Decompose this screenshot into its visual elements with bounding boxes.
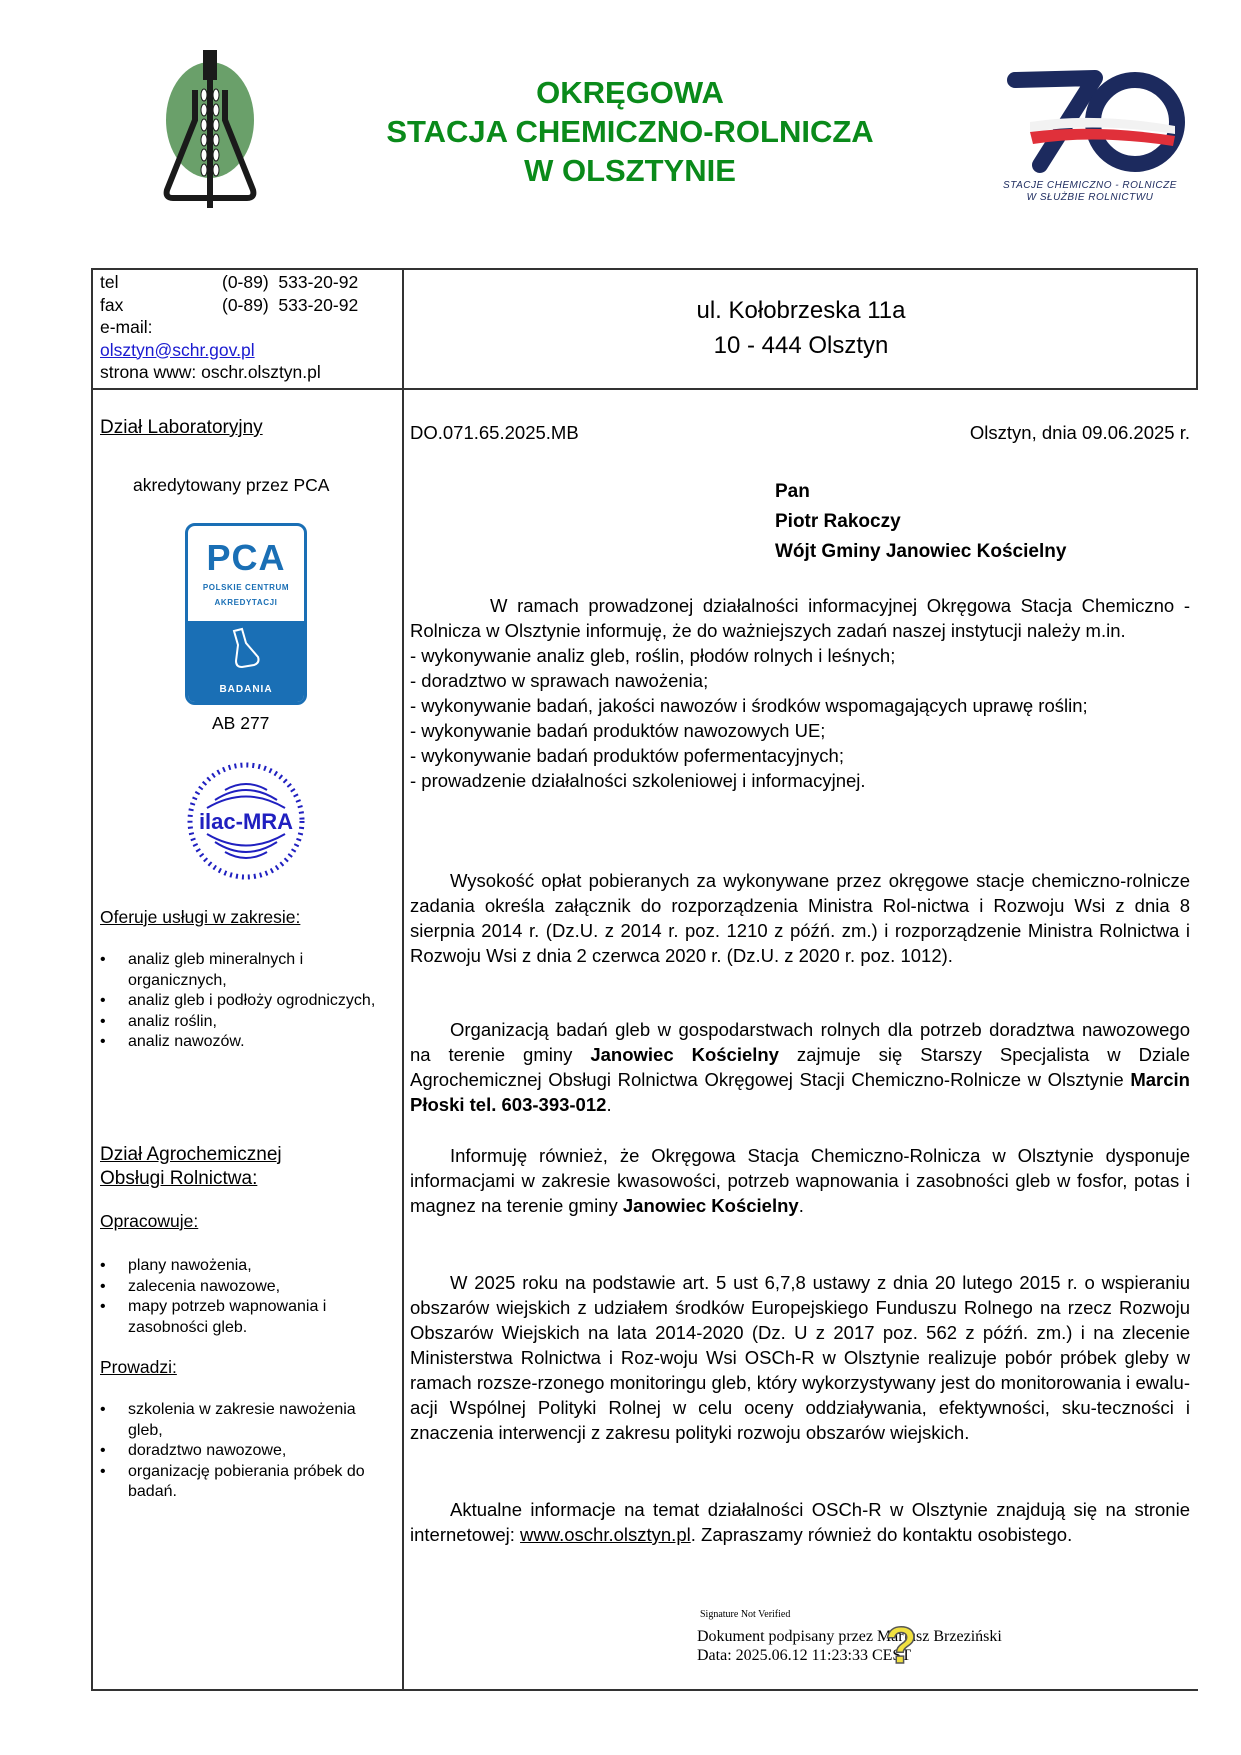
agro-department-heading	[100, 1143, 282, 1191]
fees-text: Wysokość opłat pobieranych za wykonywane przez okręgowe stacje chemiczno-rolnicze zadania określa załącznik do rozporządzenia Ministra Rol-nictwa i Rozwoju Wsi z dnia 8 sierpnia 2014 r. (Dz.U. z 2014 r. poz. 1210 z późń. zm.) i rozporządzenie Ministra Rolnictwa i Rozwoju Wsi z dnia 2 czerwca 2020 r. (Dz.U. z 2020 r. poz. 1012).	[410, 870, 1190, 966]
paragraph-tasks	[410, 593, 1190, 793]
website-text: strona www: oschr.olsztyn.pl	[100, 362, 321, 382]
left-border	[91, 388, 93, 1691]
prepares-list	[100, 1256, 390, 1338]
postal-city: 10 - 444 Olsztyn	[713, 332, 889, 359]
conducts-heading: Prowadzi:	[100, 1357, 177, 1377]
place-date: Olsztyn, dnia 09.06.2025 r.	[969, 422, 1190, 443]
signature-status: Signature Not Verified	[700, 1609, 791, 1620]
task-item: - wykonywanie analiz gleb, roślin, płodów rolnych i leśnych;	[410, 645, 896, 666]
contact-text: . Zapraszamy również do kontaktu osobistego.	[690, 1524, 1073, 1545]
municipality-name: Janowiec Kościelny	[590, 1044, 779, 1065]
question-mark-icon[interactable]	[880, 1615, 922, 1675]
fax-value: (0-89) 533-20-92	[222, 294, 359, 315]
tel-value: (0-89) 533-20-92	[222, 272, 359, 292]
task-item: - prowadzenie działalności szkoleniowej i informacyjnej.	[410, 770, 866, 791]
soil-info-text: Informuję również, że Okręgowa Stacja Chemiczno-Rolnicza w Olsztynie dysponuje informacjami w zakresie kwasowości, potrzeb wapnowania i zasobności gleb w fosfor, potas i magnez na terenie gminy	[410, 1145, 1190, 1216]
paragraph-contact	[410, 1497, 1190, 1547]
contact-text: Aktualne informacje na temat działalności OSCh-R w Olsztynie znajdują się na stronie internetowej:	[410, 1499, 1190, 1545]
signed-by: Dokument podpisany przez Mariusz Brzeziński	[697, 1628, 1002, 1645]
org-text: .	[606, 1094, 612, 1115]
agro-heading-line: Dział Agrochemicznej	[100, 1144, 282, 1165]
accredited-by-text: akredytowany przez PCA	[133, 475, 330, 495]
lab-department-heading: Dział Laboratoryjny	[100, 417, 263, 438]
ilac-text: ilac-MRA	[198, 809, 294, 834]
paragraph-soil-info	[410, 1143, 1190, 1218]
list-item: • plany nawożenia,	[100, 1256, 390, 1277]
fax-label: fax	[100, 294, 124, 315]
column-divider	[402, 268, 404, 1691]
paragraph-fees	[410, 868, 1190, 968]
website-link[interactable]: www.oschr.olsztyn.pl	[520, 1524, 691, 1545]
list-item: • analiz nawozów.	[100, 1032, 390, 1053]
org-text: zajmuje się Starszy Specjalista w Dziale Agrochemicznej Obsługi Rolnictwa Okręgowej Stacji Chemiczno-Rolnicze w Olsztynie	[410, 1044, 1190, 1090]
recipient-name: Piotr Rakoczy	[775, 511, 901, 532]
bottom-border	[91, 1689, 1198, 1691]
flask-icon	[226, 627, 266, 671]
contact-info	[100, 271, 358, 384]
ilac-mra-logo-icon	[185, 760, 307, 882]
offers-list	[100, 950, 390, 1053]
recipient-title: Wójt Gminy Janowiec Kościelny	[775, 541, 1067, 562]
accreditation-number: AB 277	[212, 713, 270, 733]
recipient-block	[775, 477, 1066, 567]
reference-number: DO.071.65.2025.MB	[410, 422, 579, 443]
conducts-list	[100, 1400, 390, 1503]
list-item: • mapy potrzeb wapnowania i zasobności gleb.	[100, 1297, 390, 1338]
pca-name-line: AKREDYTACJI	[214, 598, 278, 607]
recipient-salutation: Pan	[775, 481, 810, 502]
list-item: • analiz roślin,	[100, 1012, 390, 1033]
task-item: - wykonywanie badań, jakości nawozów i środków wspomagających uprawę roślin;	[410, 695, 1088, 716]
logo-caption-line: W SŁUŻBIE ROLNICTWU	[1026, 192, 1154, 203]
paragraph-organization	[410, 1017, 1190, 1117]
org-title-line: STACJA CHEMICZNO-ROLNICZA	[386, 114, 874, 149]
municipality-name: Janowiec Kościelny	[622, 1195, 799, 1216]
list-item: • analiz gleb mineralnych i organicznych,	[100, 950, 390, 991]
station-logo-icon	[155, 50, 265, 210]
list-item: • analiz gleb i podłoży ogrodniczych,	[100, 991, 390, 1012]
soil-info-text: .	[798, 1195, 804, 1216]
pca-accreditation-badge	[185, 523, 307, 705]
pca-category: BADANIA	[219, 684, 273, 695]
svg-text:?: ?	[885, 1617, 917, 1675]
seventy-anniversary-icon	[985, 60, 1195, 175]
task-item: - doradztwo w sprawach nawożenia;	[410, 670, 709, 691]
offers-heading: Oferuje usługi w zakresie:	[100, 907, 301, 927]
org-title-line: OKRĘGOWA	[536, 75, 724, 110]
task-item: - wykonywanie badań produktów nawozowych UE;	[410, 720, 826, 741]
specialist-contact: Marcin Płoski tel. 603-393-012	[410, 1069, 1190, 1115]
email-label: e-mail:	[100, 317, 153, 337]
street-address: ul. Kołobrzeska 11a	[696, 297, 906, 324]
list-item: • zalecenia nawozowe,	[100, 1277, 390, 1298]
list-item: • szkolenia w zakresie nawożenia gleb,	[100, 1400, 390, 1441]
org-title-line: W OLSZTYNIE	[524, 153, 736, 188]
email-link[interactable]: olsztyn@schr.gov.pl	[100, 339, 255, 360]
prepares-heading: Opracowuje:	[100, 1211, 199, 1231]
pca-acronym: PCA	[206, 537, 286, 578]
signature-block	[697, 1627, 1002, 1665]
monitoring-text: W 2025 roku na podstawie art. 5 ust 6,7,8 ustawy z dnia 20 lutego 2015 r. o wspieraniu obszarów wiejskich z udziałem środków Europejskiego Funduszu Rolnego na rzecz Rozwoju Obszarów Wiejskich na lata 2014-2020 (Dz. U z 2017 poz. 562 z późń. zm.) i na zlecenie Ministerstwa Rolnictwa i Roz-woju Wsi OSCh-R w Olsztynie realizuje pobór próbek gleby w ramach rozsze-rzonego monitoringu gleb, który wykorzystywany jest do monitorowania i ewalu-acji Wspólnej Polityki Rolnej w celu oceny oddziaływania, efektywności, sku-teczności i znaczenia interwencji z zakresu polityki rozwoju obszarów wiejskich.	[410, 1272, 1190, 1443]
list-item: • organizację pobierania próbek do badań.	[100, 1462, 390, 1503]
org-text: Organizacją badań gleb w gospodarstwach rolnych dla potrzeb doradztwa nawozowego na terenie gminy	[410, 1019, 1190, 1065]
list-item: • doradztwo nawozowe,	[100, 1441, 390, 1462]
organization-title	[300, 73, 960, 190]
address-block	[404, 293, 1198, 363]
tasks-intro: W ramach prowadzonej działalności informacyjnej Okręgowa Stacja Chemiczno - Rolnicza w Olsztynie informuję, że do ważniejszych zadań naszej instytucji należy m.in.	[410, 595, 1190, 641]
agro-heading-line: Obsługi Rolnictwa:	[100, 1168, 258, 1189]
logo-caption-line: STACJE CHEMICZNO - ROLNICZE	[1003, 180, 1177, 191]
signature-date: Data: 2025.06.12 11:23:33 CEST	[697, 1647, 912, 1664]
pca-name-line: POLSKIE CENTRUM	[202, 583, 290, 592]
task-item: - wykonywanie badań produktów pofermentacyjnych;	[410, 745, 844, 766]
tel-label: tel	[100, 272, 119, 292]
anniversary-logo	[985, 60, 1195, 210]
paragraph-monitoring	[410, 1270, 1190, 1445]
